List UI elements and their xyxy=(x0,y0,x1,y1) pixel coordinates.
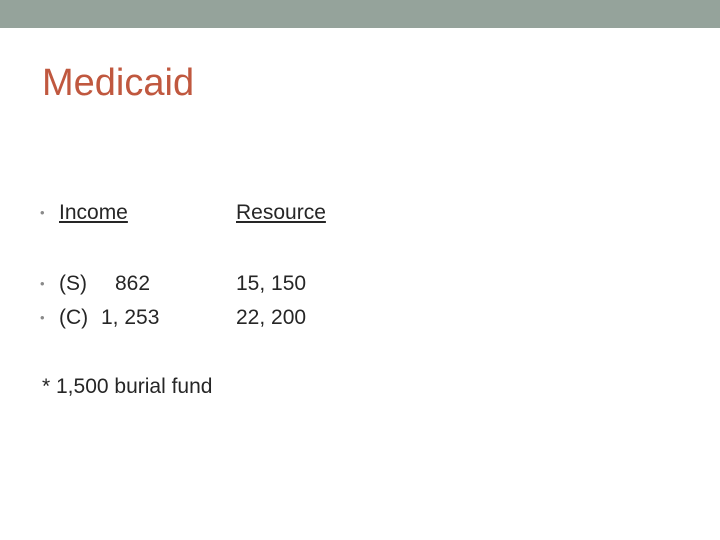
bullet-dot-icon: • xyxy=(40,276,45,291)
resource-value: 15, 150 xyxy=(236,272,307,295)
footnote: * 1,500 burial fund xyxy=(42,375,213,398)
row-label: (S) xyxy=(59,272,87,295)
resource-value: 22, 200 xyxy=(236,306,307,329)
income-header: Income xyxy=(59,201,128,224)
income-value: 862 xyxy=(115,272,151,295)
income-value: 1, 253 xyxy=(101,306,160,329)
bullet-dot-icon: • xyxy=(40,310,45,325)
row-label: (C) xyxy=(59,306,89,329)
bullet-dot-icon: • xyxy=(40,205,45,220)
top-accent-bar xyxy=(0,0,720,28)
slide-title: Medicaid xyxy=(42,62,195,104)
resource-header: Resource xyxy=(236,201,326,224)
